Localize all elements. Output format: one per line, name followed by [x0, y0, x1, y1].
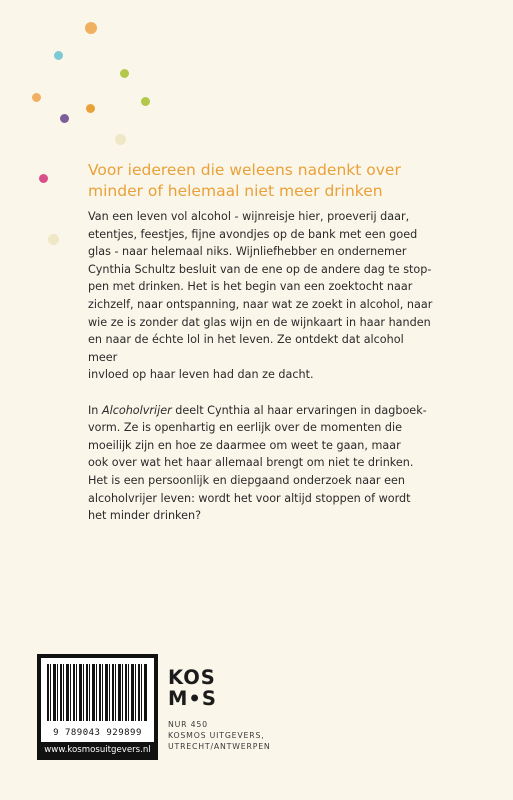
- blurb-paragraph-1: [88, 208, 433, 384]
- blurb-line: glas - naar helemaal niks. Wijnliefhebber en ondernemer: [88, 245, 407, 259]
- blurb-line: etentjes, feestjes, fijne avondjes op de bank met een goed: [88, 227, 418, 241]
- decor-dot: [115, 134, 126, 145]
- barcode: [37, 654, 158, 760]
- blurb-line: alcoholvrijer leven: wordt het voor altijd stoppen of wordt: [88, 491, 411, 505]
- blurb-text: deelt Cynthia al haar ervaringen in dagboek-: [171, 403, 427, 417]
- blurb-line: het minder drinken?: [88, 509, 202, 523]
- publisher-city: UTRECHT/ANTWERPEN: [168, 742, 271, 751]
- headline-line: minder of helemaal niet meer drinken: [88, 182, 383, 200]
- blurb-line: pen met drinken. Het is het begin van een zoektocht naar: [88, 280, 413, 294]
- barcode-bars: [47, 664, 148, 721]
- decor-dot: [39, 174, 48, 183]
- publisher-url: www.kosmosuitgevers.nl: [44, 745, 151, 755]
- decor-dot: [86, 104, 95, 113]
- blurb-text: In: [88, 403, 102, 417]
- headline-line: Voor iedereen die weleens nadenkt over: [88, 161, 401, 179]
- nur-code: NUR 450: [168, 720, 208, 729]
- decor-dot: [60, 114, 69, 123]
- blurb-line: Van een leven vol alcohol - wijnreisje hier, proeverij daar,: [88, 210, 410, 223]
- blurb-line: en naar de échte lol in het leven. Ze ontdekt dat alcohol meer: [88, 333, 404, 364]
- publisher-logo: [168, 667, 228, 709]
- publisher-info: [168, 719, 271, 752]
- decor-dot: [120, 69, 129, 78]
- decor-dot: [54, 51, 63, 60]
- decor-dot: [48, 234, 59, 245]
- blurb: [88, 208, 433, 542]
- barcode-panel: [41, 658, 154, 742]
- decor-dot: [85, 22, 97, 34]
- blurb-line: wie ze is zonder dat glas wijn en de wijnkaart in haar handen: [88, 315, 431, 329]
- decor-dot: [32, 93, 41, 102]
- blurb-line: Cynthia Schultz besluit van de ene op de andere dag te stop-: [88, 262, 432, 276]
- publisher-name: KOSMOS UITGEVERS,: [168, 731, 265, 740]
- blurb-line: Het is een persoonlijk en diepgaand onderzoek naar een: [88, 473, 405, 487]
- blurb-line: ook over wat het haar allemaal brengt om niet te drinken.: [88, 456, 414, 470]
- isbn-number: 9 789043 929899: [53, 728, 142, 738]
- blurb-line: vorm. Ze is openhartig en eerlijk over de momenten die: [88, 421, 403, 435]
- blurb-line: moeilijk zijn en hoe ze daarmee om weet te gaan, maar: [88, 438, 401, 452]
- logo-line: KOS: [168, 666, 216, 689]
- blurb-line: zichzelf, naar ontspanning, naar wat ze zoekt in alcohol, naar: [88, 297, 433, 311]
- decor-dot: [141, 97, 150, 106]
- blurb-line: invloed op haar leven had dan ze dacht.: [88, 368, 314, 382]
- logo-line: M•S: [168, 687, 217, 710]
- headline: [88, 160, 428, 202]
- book-title: Alcoholvrijer: [101, 403, 172, 417]
- blurb-paragraph-2: [88, 402, 433, 525]
